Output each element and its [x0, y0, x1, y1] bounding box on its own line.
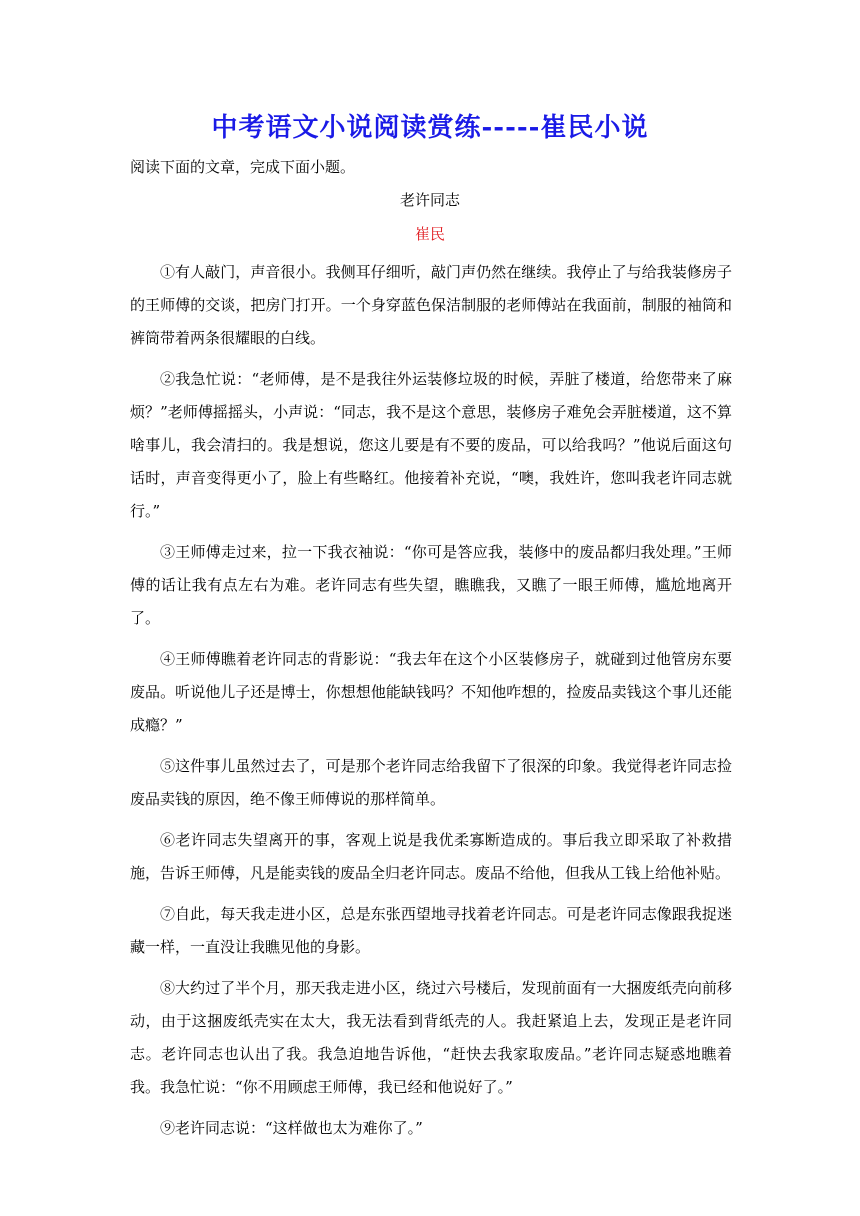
paragraph-3: ③王师傅走过来，拉一下我衣袖说：“你可是答应我，装修中的废品都归我处理。”王师傅的话让我有点左右为难。老许同志有些失望，瞧瞧我，又瞧了一眼王师傅，尴尬地离开了。	[130, 543, 732, 627]
paragraph-7: ⑦自此，每天我走进小区，总是东张西望地寻找着老许同志。可是老许同志像跟我捉迷藏一样，一直没让我瞧见他的身影。	[130, 905, 732, 956]
paragraph-4: ④王师傅瞧着老许同志的背影说：“我去年在这个小区装修房子，就碰到过他管房东要废品。听说他儿子还是博士，你想想他能缺钱吗？不知他咋想的，捡废品卖钱这个事儿还能成瘾？”	[130, 650, 732, 734]
story-title: 老许同志	[399, 191, 460, 209]
paragraph-5: ⑤这件事儿虽然过去了，可是那个老许同志给我留下了很深的印象。我觉得老许同志捡废品卖钱的原因，绝不像王师傅说的那样简单。	[130, 757, 732, 808]
story-author: 崔民	[414, 225, 445, 243]
paragraph-6: ⑥老许同志失望离开的事，客观上说是我优柔寡断造成的。事后我立即采取了补救措施，告诉王师傅，凡是能卖钱的废品全归老许同志。废品不给他，但我从工钱上给他补贴。	[130, 831, 732, 882]
story-body	[130, 256, 732, 1153]
paragraph-9: ⑨老许同志说：“这样做也太为难你了。”	[160, 1119, 423, 1137]
paragraph-2: ②我急忙说：“老师傅，是不是我往外运装修垃圾的时候，弄脏了楼道，给您带来了麻烦？”老师傅摇摇头，小声说：“同志，我不是这个意思，装修房子难免会弄脏楼道，这不算啥事儿，我会清扫的。我是想说，您这儿要是有不要的废品，可以给我吗？”他说后面这句话时，声音变得更小了，脸上有些略红。他接着补充说，“噢，我姓许，您叫我老许同志就行。”	[130, 370, 732, 520]
document-title: 中考语文小说阅读赏练-----崔民小说	[211, 113, 649, 143]
paragraph-8: ⑧大约过了半个月，那天我走进小区，绕过六号楼后，发现前面有一大捆废纸壳向前移动，由于这捆废纸壳实在太大，我无法看到背纸壳的人。我赶紧追上去，发现正是老许同志。老许同志也认出了我。我急迫地告诉他，“赶快去我家取废品。”老许同志疑惑地瞧着我。我急忙说：“你不用顾虑王师傅，我已经和他说好了。”	[130, 979, 732, 1096]
paragraph-1: ①有人敲门，声音很小。我侧耳仔细听，敲门声仍然在继续。我停止了与给我装修房子的王师傅的交谈，把房门打开。一个身穿蓝色保洁制服的老师傅站在我面前，制服的袖筒和裤筒带着两条很耀眼的白线。	[130, 263, 732, 347]
instruction-text: 阅读下面的文章，完成下面小题。	[130, 158, 356, 176]
